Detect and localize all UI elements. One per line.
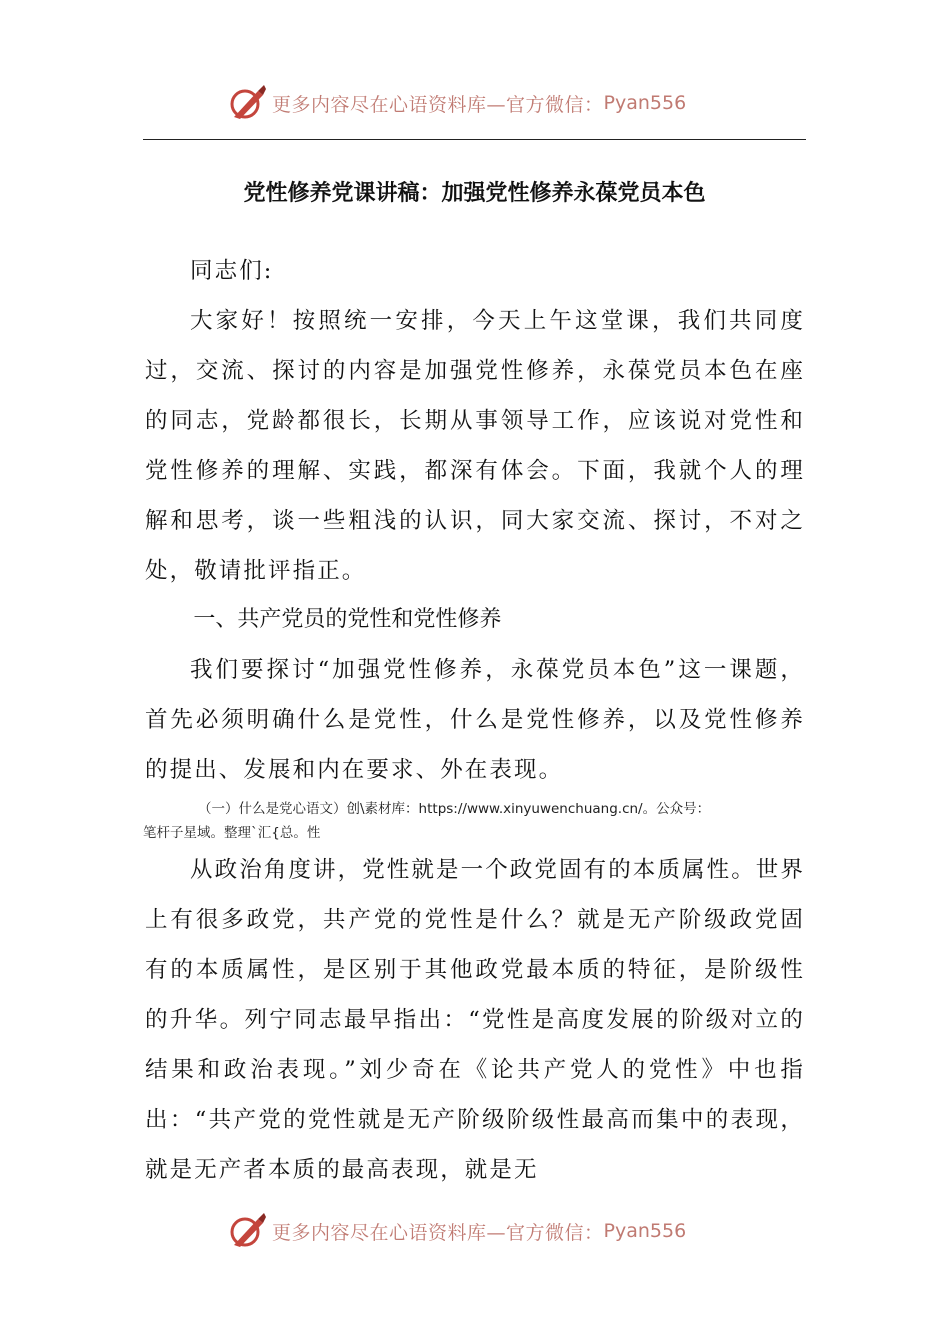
paragraph-3 xyxy=(145,845,805,1195)
banner-text: 更多内容尽在心语资料库—官方微信： xyxy=(272,93,604,116)
paragraph-1-text: 大家好！按照统一安排，今天上午这堂课，我们共同度过，交流、探讨的内容是加强党性修养，永葆党员本色在座的同志，党龄都很长，长期从事领导工作，应该说对党性和党性修养的理解、实践，都深有体会。下面，我就个人的理解和思考，谈一些粗浅的认识，同大家交流、探讨，不对之处，敬请批评指正。 xyxy=(145,308,805,584)
document-title: 党性修养党课讲稿：加强党性修养永葆党员本色 xyxy=(243,181,706,206)
header-banner xyxy=(228,80,686,126)
salutation xyxy=(145,246,805,296)
paragraph-1 xyxy=(145,296,805,596)
subheading-line-2: 笔杆子星域。整理`汇{总。性 xyxy=(143,825,321,841)
section-heading-1: 一、共产党员的党性和党性修养 xyxy=(193,607,502,632)
footer-banner xyxy=(228,1208,686,1254)
pen-logo-icon xyxy=(228,83,268,123)
banner-text: 更多内容尽在心语资料库—官方微信： xyxy=(272,1221,604,1244)
subheading-watermark xyxy=(143,797,813,845)
banner-wechat-id: Pyan556 xyxy=(603,92,687,114)
subheading-line-1: （一）什么是党心语文）创\素材库：https://www.xinyuwenchuang.cn/。公众号： xyxy=(198,801,711,817)
header-rule xyxy=(143,139,806,140)
pen-logo-icon xyxy=(228,1211,268,1251)
paragraph-2 xyxy=(145,645,805,795)
salutation-text: 同志们: xyxy=(190,258,274,284)
paragraph-2-text: 我们要探讨“加强党性修养，永葆党员本色”这一课题，首先必须明确什么是党性，什么是党性修养，以及党性修养的提出、发展和内在要求、外在表现。 xyxy=(145,657,805,783)
banner-wechat-id: Pyan556 xyxy=(603,1220,687,1242)
paragraph-3-text: 从政治角度讲，党性就是一个政党固有的本质属性。世界上有很多政党，共产党的党性是什么？就是无产阶级政党固有的本质属性，是区别于其他政党最本质的特征，是阶级性的升华。列宁同志最早指出：“党性是高度发展的阶级对立的结果和政治表现。”刘少奇在《论共产党人的党性》中也指出：“共产党的党性就是无产阶级阶级性最高而集中的表现，就是无产者本质的最高表现，就是无 xyxy=(145,857,806,1183)
